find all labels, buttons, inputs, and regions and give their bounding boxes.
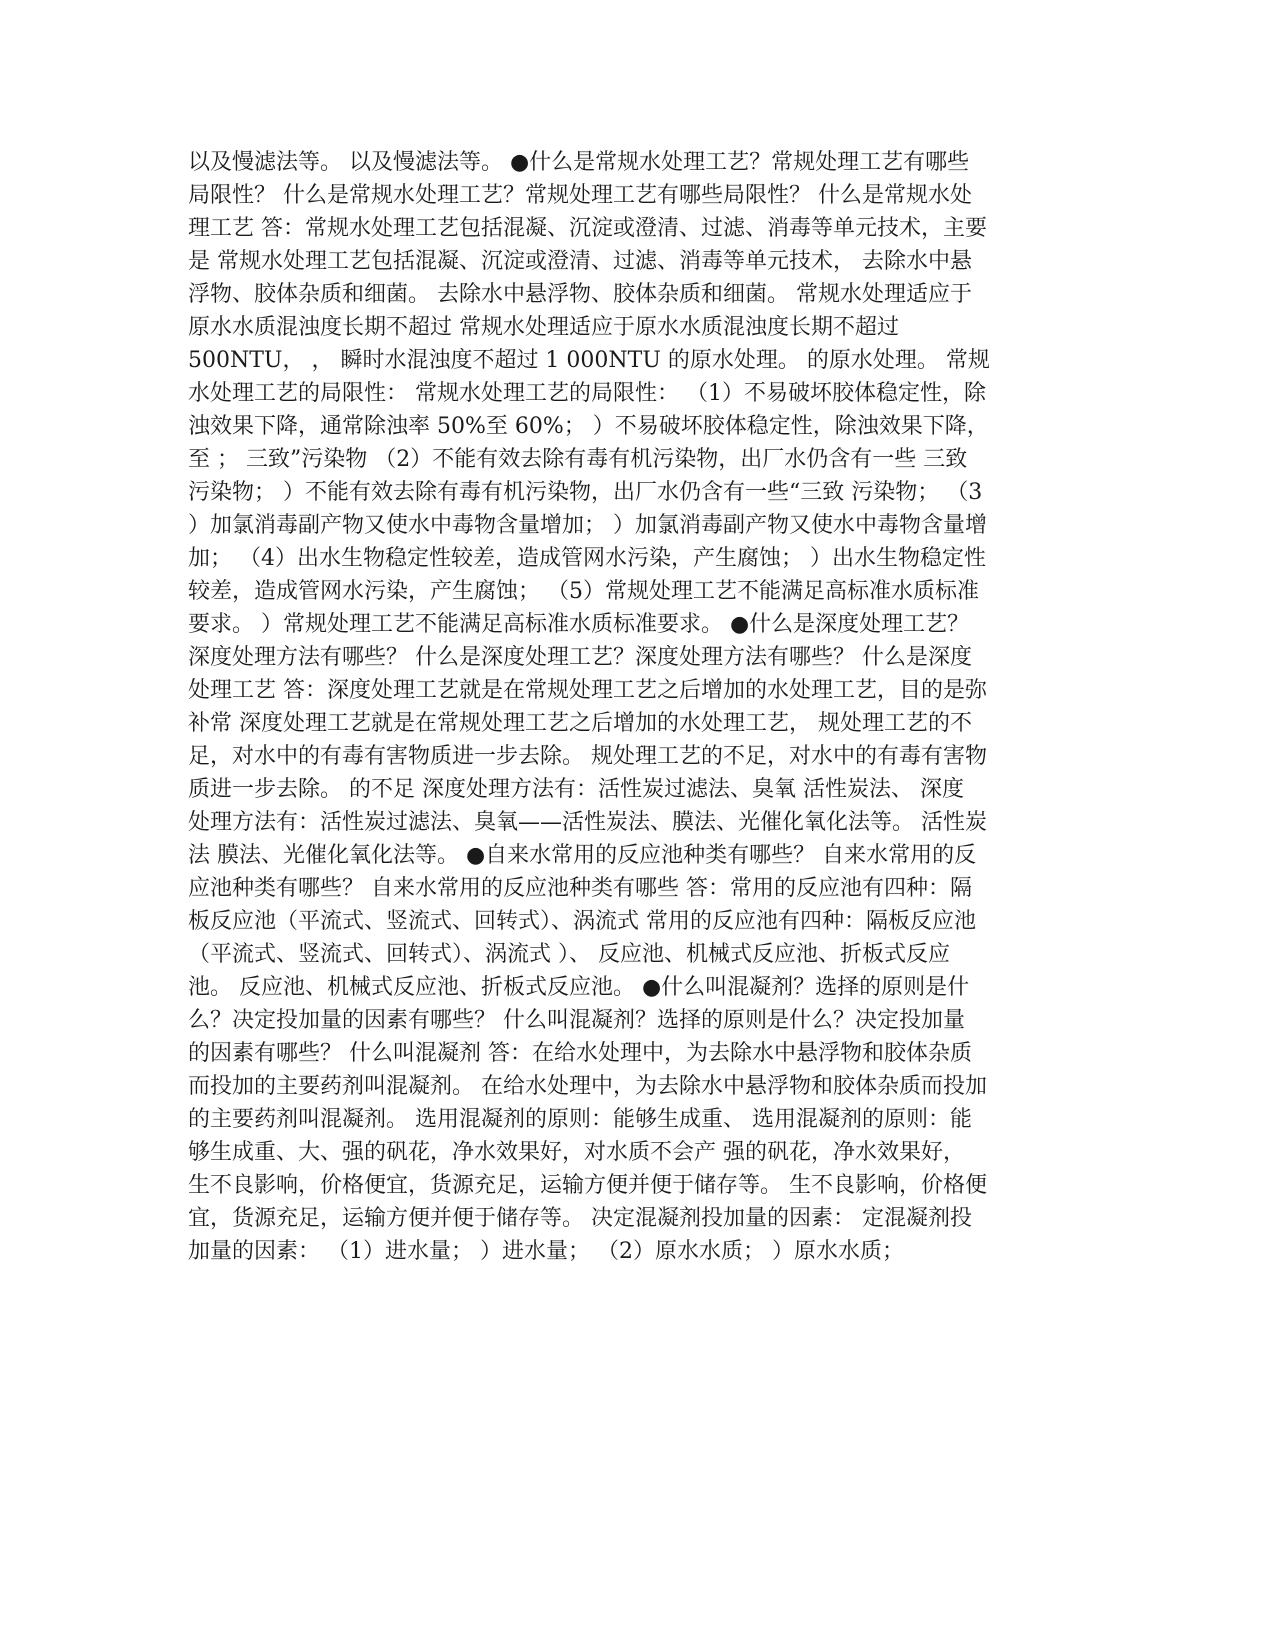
text-line: 加量的因素： （1）进水量； ）进水量； （2）原水水质； ）原水水质； [188, 1239, 904, 1264]
text-line: 么？决定投加量的因素有哪些？ 什么叫混凝剂？选择的原则是什么？决定投加量 [188, 1008, 965, 1033]
text-line: 而投加的主要药剂叫混凝剂。 在给水处理中，为去除水中悬浮物和胶体杂质而投加 [188, 1074, 987, 1099]
text-line: 原水水质混浊度长期不超过 常规水处理适应于原水水质混浊度长期不超过 [188, 315, 899, 340]
text-line: 质进一步去除。 的不足 深度处理方法有：活性炭过滤法、臭氧 活性炭法、 深度 [188, 777, 964, 802]
text-line: 污染物； ）不能有效去除有毒有机污染物，出厂水仍含有一些“三致 污染物； （3 [188, 480, 983, 505]
text-line: 补常 深度处理工艺就是在常规处理工艺之后增加的水处理工艺， 规处理工艺的不 [188, 711, 972, 736]
text-line: 局限性？ 什么是常规水处理工艺？常规处理工艺有哪些局限性？ 什么是常规水处 [188, 183, 972, 208]
text-line: 浮物、胶体杂质和细菌。 去除水中悬浮物、胶体杂质和细菌。 常规水处理适应于 [188, 282, 972, 307]
text-line: 的主要药剂叫混凝剂。 选用混凝剂的原则：能够生成重、 选用混凝剂的原则：能 [188, 1107, 972, 1132]
text-line: 以及慢滤法等。 以及慢滤法等。 ●什么是常规水处理工艺？常规处理工艺有哪些 [188, 150, 970, 175]
text-line: 深度处理方法有哪些？ 什么是深度处理工艺？深度处理方法有哪些？ 什么是深度 [188, 645, 972, 670]
text-line: 池。 反应池、机械式反应池、折板式反应池。 ●什么叫混凝剂？选择的原则是什 [188, 975, 970, 1000]
text-line: 水处理工艺的局限性： 常规水处理工艺的局限性： （1）不易破坏胶体稳定性，除 [188, 381, 986, 406]
text-line: 浊效果下降，通常除浊率 50%至 60%； ）不易破坏胶体稳定性，除浊效果下降， [188, 414, 989, 439]
text-line: （平流式、竖流式、回转式）、涡流式 ）、 反应池、机械式反应池、折板式反应 [188, 942, 950, 967]
text-line: 法 膜法、光催化氧化法等。 ●自来水常用的反应池种类有哪些？ 自来水常用的反 [188, 843, 977, 868]
text-line: 足，对水中的有毒有害物质进一步去除。 规处理工艺的不足，对水中的有毒有害物 [188, 744, 987, 769]
text-line: 较差，造成管网水污染，产生腐蚀； （5）常规处理工艺不能满足高标准水质标准 [188, 579, 979, 604]
text-line: 处理工艺 答：深度处理工艺就是在常规处理工艺之后增加的水处理工艺，目的是弥 [188, 678, 987, 703]
text-line: 宜，货源充足，运输方便并便于储存等。 决定混凝剂投加量的因素： 定混凝剂投 [188, 1206, 972, 1231]
text-line: 处理方法有：活性炭过滤法、臭氧——活性炭法、膜法、光催化氧化法等。 活性炭 [188, 810, 987, 835]
text-line: 的因素有哪些？ 什么叫混凝剂 答：在给水处理中，为去除水中悬浮物和胶体杂质 [188, 1041, 972, 1066]
body-text [188, 146, 1088, 1268]
text-line: ）加氯消毒副产物又使水中毒物含量增加； ）加氯消毒副产物又使水中毒物含量增 [188, 513, 987, 538]
text-line: 应池种类有哪些？ 自来水常用的反应池种类有哪些 答：常用的反应池有四种：隔 [188, 876, 972, 901]
text-line: 够生成重、大、强的矾花，净水效果好，对水质不会产 强的矾花，净水效果好， [188, 1140, 965, 1165]
text-line: 板反应池（平流式、竖流式、回转式）、涡流式 常用的反应池有四种：隔板反应池 [188, 909, 976, 934]
text-line: 500NTU， ， 瞬时水混浊度不超过 1 000NTU 的原水处理。 的原水处理。 常规 [188, 348, 990, 373]
text-line: 理工艺 答：常规水处理工艺包括混凝、沉淀或澄清、过滤、消毒等单元技术，主要 [188, 216, 987, 241]
text-line: 生不良影响，价格便宜，货源充足，运输方便并便于储存等。 生不良影响，价格便 [188, 1173, 987, 1198]
text-line: 是 常规水处理工艺包括混凝、沉淀或澄清、过滤、消毒等单元技术， 去除水中悬 [188, 249, 972, 274]
text-line: 加； （4）出水生物稳定性较差，造成管网水污染，产生腐蚀； ）出水生物稳定性 [188, 546, 986, 571]
text-line: 要求。 ）常规处理工艺不能满足高标准水质标准要求。 ●什么是深度处理工艺？ [188, 612, 970, 637]
text-line: 至 ； 三致”污染物 （2）不能有效去除有毒有机污染物，出厂水仍含有一些 三致 [188, 447, 968, 472]
